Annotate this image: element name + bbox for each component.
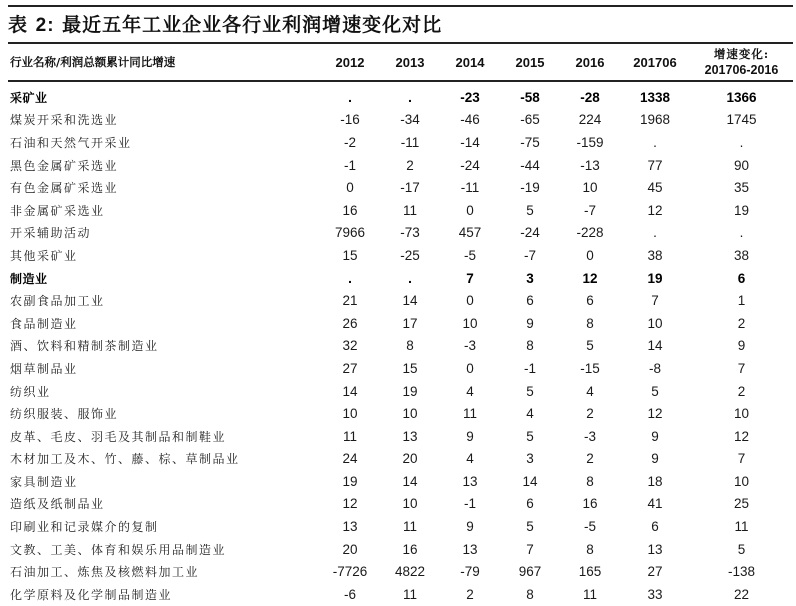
value-cell-2016: 0 bbox=[586, 247, 594, 263]
value-cell-2014: 2 bbox=[466, 586, 474, 602]
value-cell-change-201706-2016: 6 bbox=[737, 270, 746, 286]
industry-name-cell: 文教、工美、体育和娱乐用品制造业 bbox=[10, 542, 227, 557]
table-row bbox=[8, 131, 793, 154]
value-cell-2013: 11 bbox=[402, 519, 417, 535]
value-cell-2016: -15 bbox=[580, 360, 600, 376]
value-cell-2015: 5 bbox=[526, 428, 534, 444]
value-cell-2013: 16 bbox=[402, 541, 418, 557]
industry-name-cell: 酒、饮料和精制茶制造业 bbox=[10, 339, 159, 354]
value-cell-2012: -1 bbox=[343, 157, 356, 173]
value-cell-2012: 10 bbox=[342, 406, 358, 422]
table-title-text: 最近五年工业企业各行业利润增速变化对比 bbox=[54, 14, 443, 36]
value-cell-2015: 9 bbox=[526, 315, 534, 331]
header-growth-change bbox=[690, 44, 793, 80]
value-cell-2016: 12 bbox=[582, 270, 598, 286]
value-cell-2014: -24 bbox=[460, 157, 480, 173]
value-cell-201706: 33 bbox=[647, 586, 663, 602]
value-cell-2016: 5 bbox=[586, 338, 594, 354]
value-cell-2015: 5 bbox=[526, 202, 534, 218]
value-cell-2012: 0 bbox=[346, 180, 354, 196]
industry-name-cell: 化学原料及化学制品制造业 bbox=[10, 587, 173, 602]
value-cell-2016: -7 bbox=[583, 202, 596, 218]
value-cell-2016: 224 bbox=[578, 112, 602, 128]
value-cell-2012: . bbox=[348, 270, 352, 286]
value-cell-2016: 10 bbox=[582, 180, 598, 196]
value-cell-2015: 967 bbox=[518, 564, 542, 580]
value-cell-change-201706-2016: 1745 bbox=[726, 112, 757, 128]
value-cell-2015: -24 bbox=[520, 225, 540, 241]
industry-name-cell: 制造业 bbox=[10, 271, 48, 286]
table-row bbox=[8, 583, 793, 606]
value-cell-2014: 9 bbox=[466, 428, 474, 444]
table-row bbox=[8, 425, 793, 448]
value-cell-2014: 0 bbox=[466, 293, 474, 309]
value-cell-2014: -11 bbox=[460, 180, 480, 196]
value-cell-2015: -1 bbox=[523, 360, 536, 376]
value-cell-2014: -1 bbox=[463, 496, 476, 512]
industry-name-cell: 开采辅助活动 bbox=[10, 226, 92, 241]
value-cell-change-201706-2016: 19 bbox=[733, 202, 750, 218]
value-cell-2014: 11 bbox=[462, 406, 477, 422]
table-row bbox=[8, 515, 793, 538]
table-row bbox=[8, 448, 793, 471]
value-cell-2015: -75 bbox=[520, 134, 540, 150]
value-cell-change-201706-2016: 1366 bbox=[726, 89, 757, 105]
value-cell-change-201706-2016: 22 bbox=[733, 586, 750, 602]
industry-name-cell: 食品制造业 bbox=[10, 316, 78, 331]
value-cell-2015: 6 bbox=[526, 293, 534, 309]
value-cell-2012: 11 bbox=[342, 428, 357, 444]
value-cell-change-201706-2016: . bbox=[739, 134, 744, 150]
value-cell-2013: 13 bbox=[402, 428, 418, 444]
value-cell-change-201706-2016: 2 bbox=[737, 315, 746, 331]
value-cell-201706: 12 bbox=[647, 406, 663, 422]
value-cell-2015: 8 bbox=[526, 338, 534, 354]
industry-name-cell: 纺织服装、服饰业 bbox=[10, 407, 119, 422]
value-cell-201706: 7 bbox=[651, 293, 659, 309]
value-cell-201706: 1968 bbox=[639, 112, 671, 128]
value-cell-2013: -34 bbox=[400, 112, 420, 128]
value-cell-2016: -228 bbox=[576, 225, 604, 241]
value-cell-change-201706-2016: 35 bbox=[733, 180, 750, 196]
value-cell-2014: 9 bbox=[466, 519, 474, 535]
value-cell-change-201706-2016: 12 bbox=[733, 428, 750, 444]
table-row bbox=[8, 470, 793, 493]
industry-name-cell: 煤炭开采和洗选业 bbox=[10, 113, 119, 128]
value-cell-change-201706-2016: 25 bbox=[733, 496, 750, 512]
industry-name-cell: 农副食品加工业 bbox=[10, 294, 105, 309]
value-cell-2013: 19 bbox=[402, 383, 418, 399]
value-cell-201706: 41 bbox=[647, 496, 663, 512]
value-cell-2012: -6 bbox=[343, 586, 356, 602]
value-cell-2012: -2 bbox=[343, 134, 356, 150]
value-cell-2016: -28 bbox=[580, 89, 600, 105]
value-cell-change-201706-2016: . bbox=[739, 225, 744, 241]
value-cell-change-201706-2016: 5 bbox=[737, 541, 746, 557]
header-industry-name: 行业名称/利润总额累计同比增速 bbox=[10, 55, 176, 69]
value-cell-change-201706-2016: 9 bbox=[737, 338, 746, 354]
value-cell-2015: -7 bbox=[523, 247, 536, 263]
value-cell-201706: 5 bbox=[651, 383, 659, 399]
table-row bbox=[8, 335, 793, 358]
header-year-2015: 2015 bbox=[515, 54, 545, 70]
value-cell-2012: 27 bbox=[342, 360, 358, 376]
value-cell-2012: -16 bbox=[340, 112, 360, 128]
value-cell-201706: 19 bbox=[647, 270, 663, 286]
value-cell-2014: -5 bbox=[463, 247, 476, 263]
value-cell-201706: 45 bbox=[647, 180, 663, 196]
table-row-group bbox=[8, 80, 793, 109]
table-row bbox=[8, 176, 793, 199]
value-cell-2012: 24 bbox=[342, 451, 358, 467]
value-cell-2012: 12 bbox=[342, 496, 358, 512]
value-cell-201706: 38 bbox=[647, 247, 663, 263]
value-cell-201706: 6 bbox=[651, 519, 659, 535]
value-cell-2013: -17 bbox=[400, 180, 420, 196]
value-cell-2015: -65 bbox=[520, 112, 540, 128]
value-cell-2014: -46 bbox=[460, 112, 480, 128]
value-cell-2012: -7726 bbox=[332, 564, 368, 580]
value-cell-2016: 2 bbox=[586, 406, 594, 422]
value-cell-201706: 1338 bbox=[639, 89, 671, 105]
table-row bbox=[8, 560, 793, 583]
industry-name-cell: 黑色金属矿采选业 bbox=[10, 158, 119, 173]
value-cell-2012: 26 bbox=[342, 315, 358, 331]
value-cell-2016: 2 bbox=[586, 451, 594, 467]
value-cell-2013: 10 bbox=[402, 406, 418, 422]
value-cell-change-201706-2016: 90 bbox=[733, 157, 750, 173]
value-cell-2014: -14 bbox=[460, 134, 480, 150]
table-row bbox=[8, 493, 793, 516]
value-cell-2015: 3 bbox=[526, 451, 534, 467]
table-row bbox=[8, 244, 793, 267]
value-cell-201706: -8 bbox=[648, 360, 661, 376]
header-growth-change-label: 增速变化: bbox=[713, 47, 770, 61]
value-cell-2013: 15 bbox=[402, 360, 418, 376]
value-cell-201706: 13 bbox=[647, 541, 663, 557]
industry-name-cell: 其他采矿业 bbox=[10, 248, 78, 263]
value-cell-201706: 14 bbox=[647, 338, 663, 354]
table-body bbox=[8, 80, 793, 606]
table-row bbox=[8, 199, 793, 222]
table-row bbox=[8, 357, 793, 380]
industry-name-cell: 石油和天然气开采业 bbox=[10, 135, 132, 150]
value-cell-2014: 13 bbox=[462, 473, 478, 489]
profit-growth-table bbox=[8, 44, 793, 606]
value-cell-2015: -58 bbox=[520, 89, 540, 105]
table-title bbox=[8, 10, 442, 40]
table-row bbox=[8, 222, 793, 245]
value-cell-2016: 8 bbox=[586, 473, 594, 489]
header-row bbox=[8, 44, 793, 80]
value-cell-201706: 27 bbox=[647, 564, 663, 580]
value-cell-2015: 6 bbox=[526, 496, 534, 512]
header-year-2016: 2016 bbox=[575, 54, 605, 70]
value-cell-2014: 7 bbox=[466, 270, 474, 286]
table-row bbox=[8, 154, 793, 177]
header-growth-change-period: 201706-2016 bbox=[704, 63, 779, 77]
value-cell-201706: . bbox=[653, 134, 657, 150]
value-cell-2015: 7 bbox=[526, 541, 534, 557]
value-cell-201706: . bbox=[653, 225, 657, 241]
industry-name-cell: 采矿业 bbox=[10, 90, 48, 105]
value-cell-2013: . bbox=[408, 270, 412, 286]
value-cell-2013: 14 bbox=[402, 473, 418, 489]
value-cell-2014: 0 bbox=[466, 360, 474, 376]
value-cell-2012: 15 bbox=[342, 247, 358, 263]
value-cell-2013: 20 bbox=[402, 451, 418, 467]
value-cell-2015: 5 bbox=[526, 383, 534, 399]
value-cell-2013: -73 bbox=[400, 225, 420, 241]
header-year-2014: 2014 bbox=[455, 54, 485, 70]
value-cell-change-201706-2016: 1 bbox=[737, 293, 746, 309]
table-row bbox=[8, 538, 793, 561]
table-header bbox=[8, 44, 793, 80]
value-cell-2013: 10 bbox=[402, 496, 418, 512]
value-cell-2012: 7966 bbox=[334, 225, 366, 241]
value-cell-change-201706-2016: 10 bbox=[733, 406, 750, 422]
value-cell-2016: 11 bbox=[582, 586, 597, 602]
value-cell-2015: 4 bbox=[526, 406, 534, 422]
value-cell-2013: 14 bbox=[402, 293, 418, 309]
value-cell-2012: 20 bbox=[342, 541, 358, 557]
table-row bbox=[8, 109, 793, 132]
value-cell-change-201706-2016: 10 bbox=[733, 473, 750, 489]
value-cell-2016: 165 bbox=[578, 564, 602, 580]
value-cell-2013: 4822 bbox=[394, 564, 426, 580]
table-row bbox=[8, 289, 793, 312]
industry-name-cell: 木材加工及木、竹、藤、棕、草制品业 bbox=[10, 452, 240, 467]
value-cell-change-201706-2016: 7 bbox=[737, 360, 746, 376]
table-title-number: 2: bbox=[35, 15, 55, 36]
value-cell-2013: 11 bbox=[402, 586, 417, 602]
table-row bbox=[8, 402, 793, 425]
value-cell-change-201706-2016: 38 bbox=[733, 247, 750, 263]
value-cell-2013: 11 bbox=[402, 202, 417, 218]
value-cell-201706: 9 bbox=[651, 428, 659, 444]
value-cell-2012: 13 bbox=[342, 519, 358, 535]
industry-name-cell: 烟草制品业 bbox=[10, 361, 78, 376]
value-cell-2015: 14 bbox=[522, 473, 538, 489]
value-cell-2014: -3 bbox=[463, 338, 476, 354]
value-cell-2016: -13 bbox=[580, 157, 600, 173]
value-cell-2015: 8 bbox=[526, 586, 534, 602]
value-cell-2014: 457 bbox=[458, 225, 482, 241]
value-cell-2012: 21 bbox=[342, 293, 358, 309]
header-year-2012: 2012 bbox=[335, 54, 365, 70]
industry-name-cell: 纺织业 bbox=[10, 384, 51, 399]
table-row bbox=[8, 380, 793, 403]
value-cell-2013: 8 bbox=[406, 338, 414, 354]
value-cell-2015: 3 bbox=[526, 270, 534, 286]
industry-name-cell: 皮革、毛皮、羽毛及其制品和制鞋业 bbox=[10, 429, 227, 444]
value-cell-2016: 8 bbox=[586, 541, 594, 557]
top-rule bbox=[8, 5, 793, 7]
table-title-prefix: 表 bbox=[8, 14, 36, 36]
value-cell-change-201706-2016: -138 bbox=[727, 564, 756, 580]
value-cell-2012: 14 bbox=[342, 383, 358, 399]
value-cell-2012: 32 bbox=[342, 338, 358, 354]
table-row bbox=[8, 312, 793, 335]
value-cell-2013: 2 bbox=[406, 157, 414, 173]
table-row-group bbox=[8, 267, 793, 290]
industry-name-cell: 家具制造业 bbox=[10, 474, 78, 489]
value-cell-2012: . bbox=[348, 89, 352, 105]
value-cell-2016: 6 bbox=[586, 293, 594, 309]
value-cell-2015: 5 bbox=[526, 519, 534, 535]
value-cell-2014: 0 bbox=[466, 202, 474, 218]
value-cell-2016: 8 bbox=[586, 315, 594, 331]
value-cell-2013: . bbox=[408, 89, 412, 105]
value-cell-2014: -79 bbox=[460, 564, 480, 580]
value-cell-201706: 18 bbox=[647, 473, 663, 489]
value-cell-2014: 4 bbox=[466, 451, 474, 467]
value-cell-change-201706-2016: 7 bbox=[737, 451, 746, 467]
industry-name-cell: 有色金属矿采选业 bbox=[10, 181, 119, 196]
value-cell-2016: 4 bbox=[586, 383, 594, 399]
value-cell-2016: -159 bbox=[576, 134, 604, 150]
value-cell-2014: 4 bbox=[466, 383, 474, 399]
industry-name-cell: 印刷业和记录媒介的复制 bbox=[10, 520, 159, 535]
value-cell-2015: -19 bbox=[520, 180, 540, 196]
value-cell-2014: -23 bbox=[460, 89, 480, 105]
value-cell-change-201706-2016: 11 bbox=[734, 519, 749, 535]
value-cell-2012: 19 bbox=[342, 473, 358, 489]
header-year-2013: 2013 bbox=[395, 54, 425, 70]
value-cell-2013: 17 bbox=[402, 315, 418, 331]
value-cell-201706: 12 bbox=[647, 202, 663, 218]
value-cell-2014: 13 bbox=[462, 541, 478, 557]
value-cell-2015: -44 bbox=[520, 157, 540, 173]
value-cell-2016: -3 bbox=[583, 428, 596, 444]
value-cell-201706: 9 bbox=[651, 451, 659, 467]
header-year-201706: 201706 bbox=[633, 54, 677, 70]
value-cell-2012: 16 bbox=[342, 202, 358, 218]
value-cell-2016: -5 bbox=[583, 519, 596, 535]
value-cell-201706: 10 bbox=[647, 315, 663, 331]
value-cell-2013: -11 bbox=[400, 134, 420, 150]
industry-name-cell: 石油加工、炼焦及核燃料加工业 bbox=[10, 565, 200, 580]
value-cell-2014: 10 bbox=[462, 315, 478, 331]
value-cell-201706: 77 bbox=[647, 157, 663, 173]
industry-name-cell: 造纸及纸制品业 bbox=[10, 497, 105, 512]
industry-name-cell: 非金属矿采选业 bbox=[10, 203, 105, 218]
value-cell-2013: -25 bbox=[400, 247, 420, 263]
value-cell-2016: 16 bbox=[582, 496, 598, 512]
value-cell-change-201706-2016: 2 bbox=[737, 383, 746, 399]
